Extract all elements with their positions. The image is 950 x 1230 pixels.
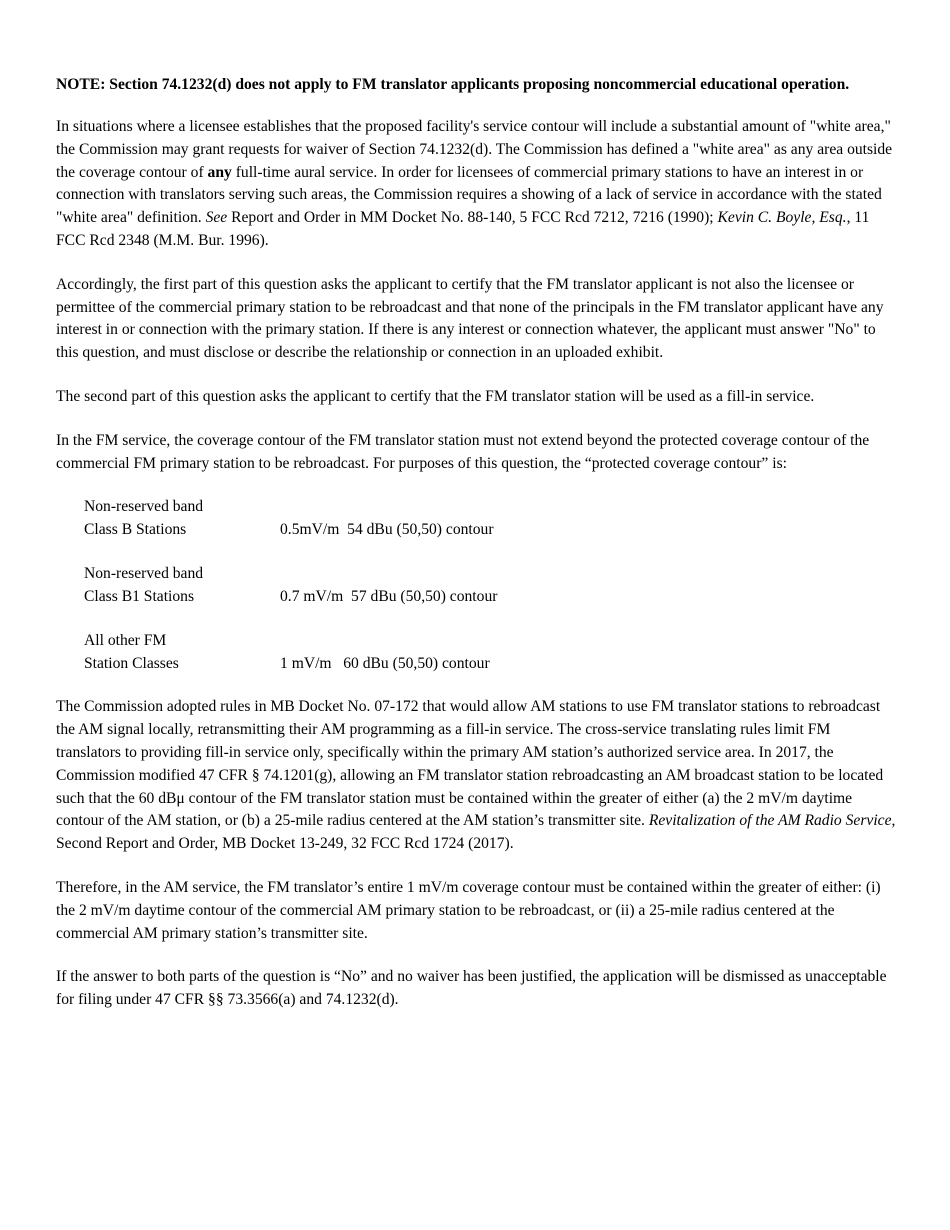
station-class-label <box>84 563 203 609</box>
am-rules-text-a: The Commission adopted rules in MB Docket No. 07-172 that would allow AM stations to use FM translator stations to rebroadcast the AM signal locally, retransmitting their AM programming as a fill-in service. The cross-service translating rules limit FM translators to providing fill-in service only, specifically within the primary AM station’s authorized service area. In 2017, the Commission modified 47 CFR § 74.1201(g), allowing an FM translator station rebroadcasting an AM broadcast station to be located such that the 60 dBμ contour of the FM translator station must be contained within the greater of either (a) the 2 mV/m daytime contour of the AM station, or (b) a 25-mile radius centered at the AM station’s transmitter site. <box>56 698 884 830</box>
station-class-label <box>84 630 179 676</box>
contour-table <box>84 496 898 676</box>
station-class-line-1: Non-reserved band <box>84 498 204 516</box>
case-citation: Kevin C. Boyle, Esq. <box>717 209 847 227</box>
contour-value: 1 mV/m 60 dBu (50,50) contour <box>280 655 490 673</box>
contour-row <box>84 496 898 542</box>
any-emphasis: any <box>207 163 232 181</box>
station-class-line-2: Station Classes <box>84 655 179 673</box>
contour-value: 0.7 mV/m 57 dBu (50,50) contour <box>280 588 498 606</box>
fm-service-paragraph: In the FM service, the coverage contour of the FM translator station must not extend beyond the protected coverage contour of the commercial FM primary station to be rebroadcast. For purposes of this question, the “protected coverage contour” is: <box>56 431 870 472</box>
contour-row <box>84 563 898 609</box>
second-part-paragraph: The second part of this question asks the applicant to certify that the FM translator station will be used as a fill-in service. <box>56 387 815 405</box>
white-area-text-b: full-time aural service. In order for licensees of commercial primary stations to have an interest in or connection with translators serving such areas, the Commission requires a showing of a lack of service in accordance with the stated "white area" definition. <box>56 163 882 227</box>
station-class-line-1: Non-reserved band <box>84 565 204 583</box>
am-revitalization-citation: Revitalization of the AM Radio Service <box>648 812 892 830</box>
white-area-text-c: Report and Order in MM Docket No. 88-140, 5 FCC Rcd 7212, 7216 (1990); <box>227 209 718 227</box>
station-class-line-2: Class B1 Stations <box>84 588 195 606</box>
first-part-paragraph: Accordingly, the first part of this question asks the applicant to certify that the FM translator applicant is not also the licensee or permittee of the commercial primary station to be rebroadcast and that none of the principals in the FM translator applicant have any interest in or connection with the primary station. If there is any interest or connection whatever, the applicant must answer "No" to this question, and must disclose or describe the relationship or connection in an uploaded exhibit. <box>56 275 884 362</box>
am-service-paragraph: Therefore, in the AM service, the FM translator’s entire 1 mV/m coverage contour must be contained within the greater of either: (i) the 2 mV/m daytime contour of the commercial AM primary station to be rebroadcast, or (ii) a 25-mile radius centered at the commercial AM primary station’s transmitter site. <box>56 878 881 942</box>
white-area-paragraph <box>56 116 898 253</box>
station-class-line-1: All other FM <box>84 632 167 650</box>
white-area-text-d: , 11 FCC Rcd 2348 (M.M. Bur. 1996). <box>56 209 870 249</box>
am-rules-text-b: , Second Report and Order, MB Docket 13-249, 32 FCC Rcd 1724 (2017). <box>56 812 896 853</box>
see-signal: See <box>205 209 228 227</box>
note-heading: NOTE: Section 74.1232(d) does not apply to FM translator applicants proposing noncommercial educational operation. <box>56 76 850 93</box>
contour-row <box>84 630 898 676</box>
station-class-line-2: Class B Stations <box>84 521 187 539</box>
white-area-text-a: In situations where a licensee establishes that the proposed facility's service contour will include a substantial amount of "white area," the Commission may grant requests for waiver of Section 74.1232(d). The Commission has defined a "white area" as any area outside the coverage contour of <box>56 118 893 181</box>
station-class-label <box>84 496 203 542</box>
dismissal-paragraph: If the answer to both parts of the question is “No” and no waiver has been justified, the application will be dismissed as unacceptable for filing under 47 CFR §§ 73.3566(a) and 74.1232(d). <box>56 968 887 1009</box>
contour-value: 0.5mV/m 54 dBu (50,50) contour <box>280 521 494 539</box>
document-page <box>56 73 898 1012</box>
am-rules-paragraph <box>56 696 898 856</box>
